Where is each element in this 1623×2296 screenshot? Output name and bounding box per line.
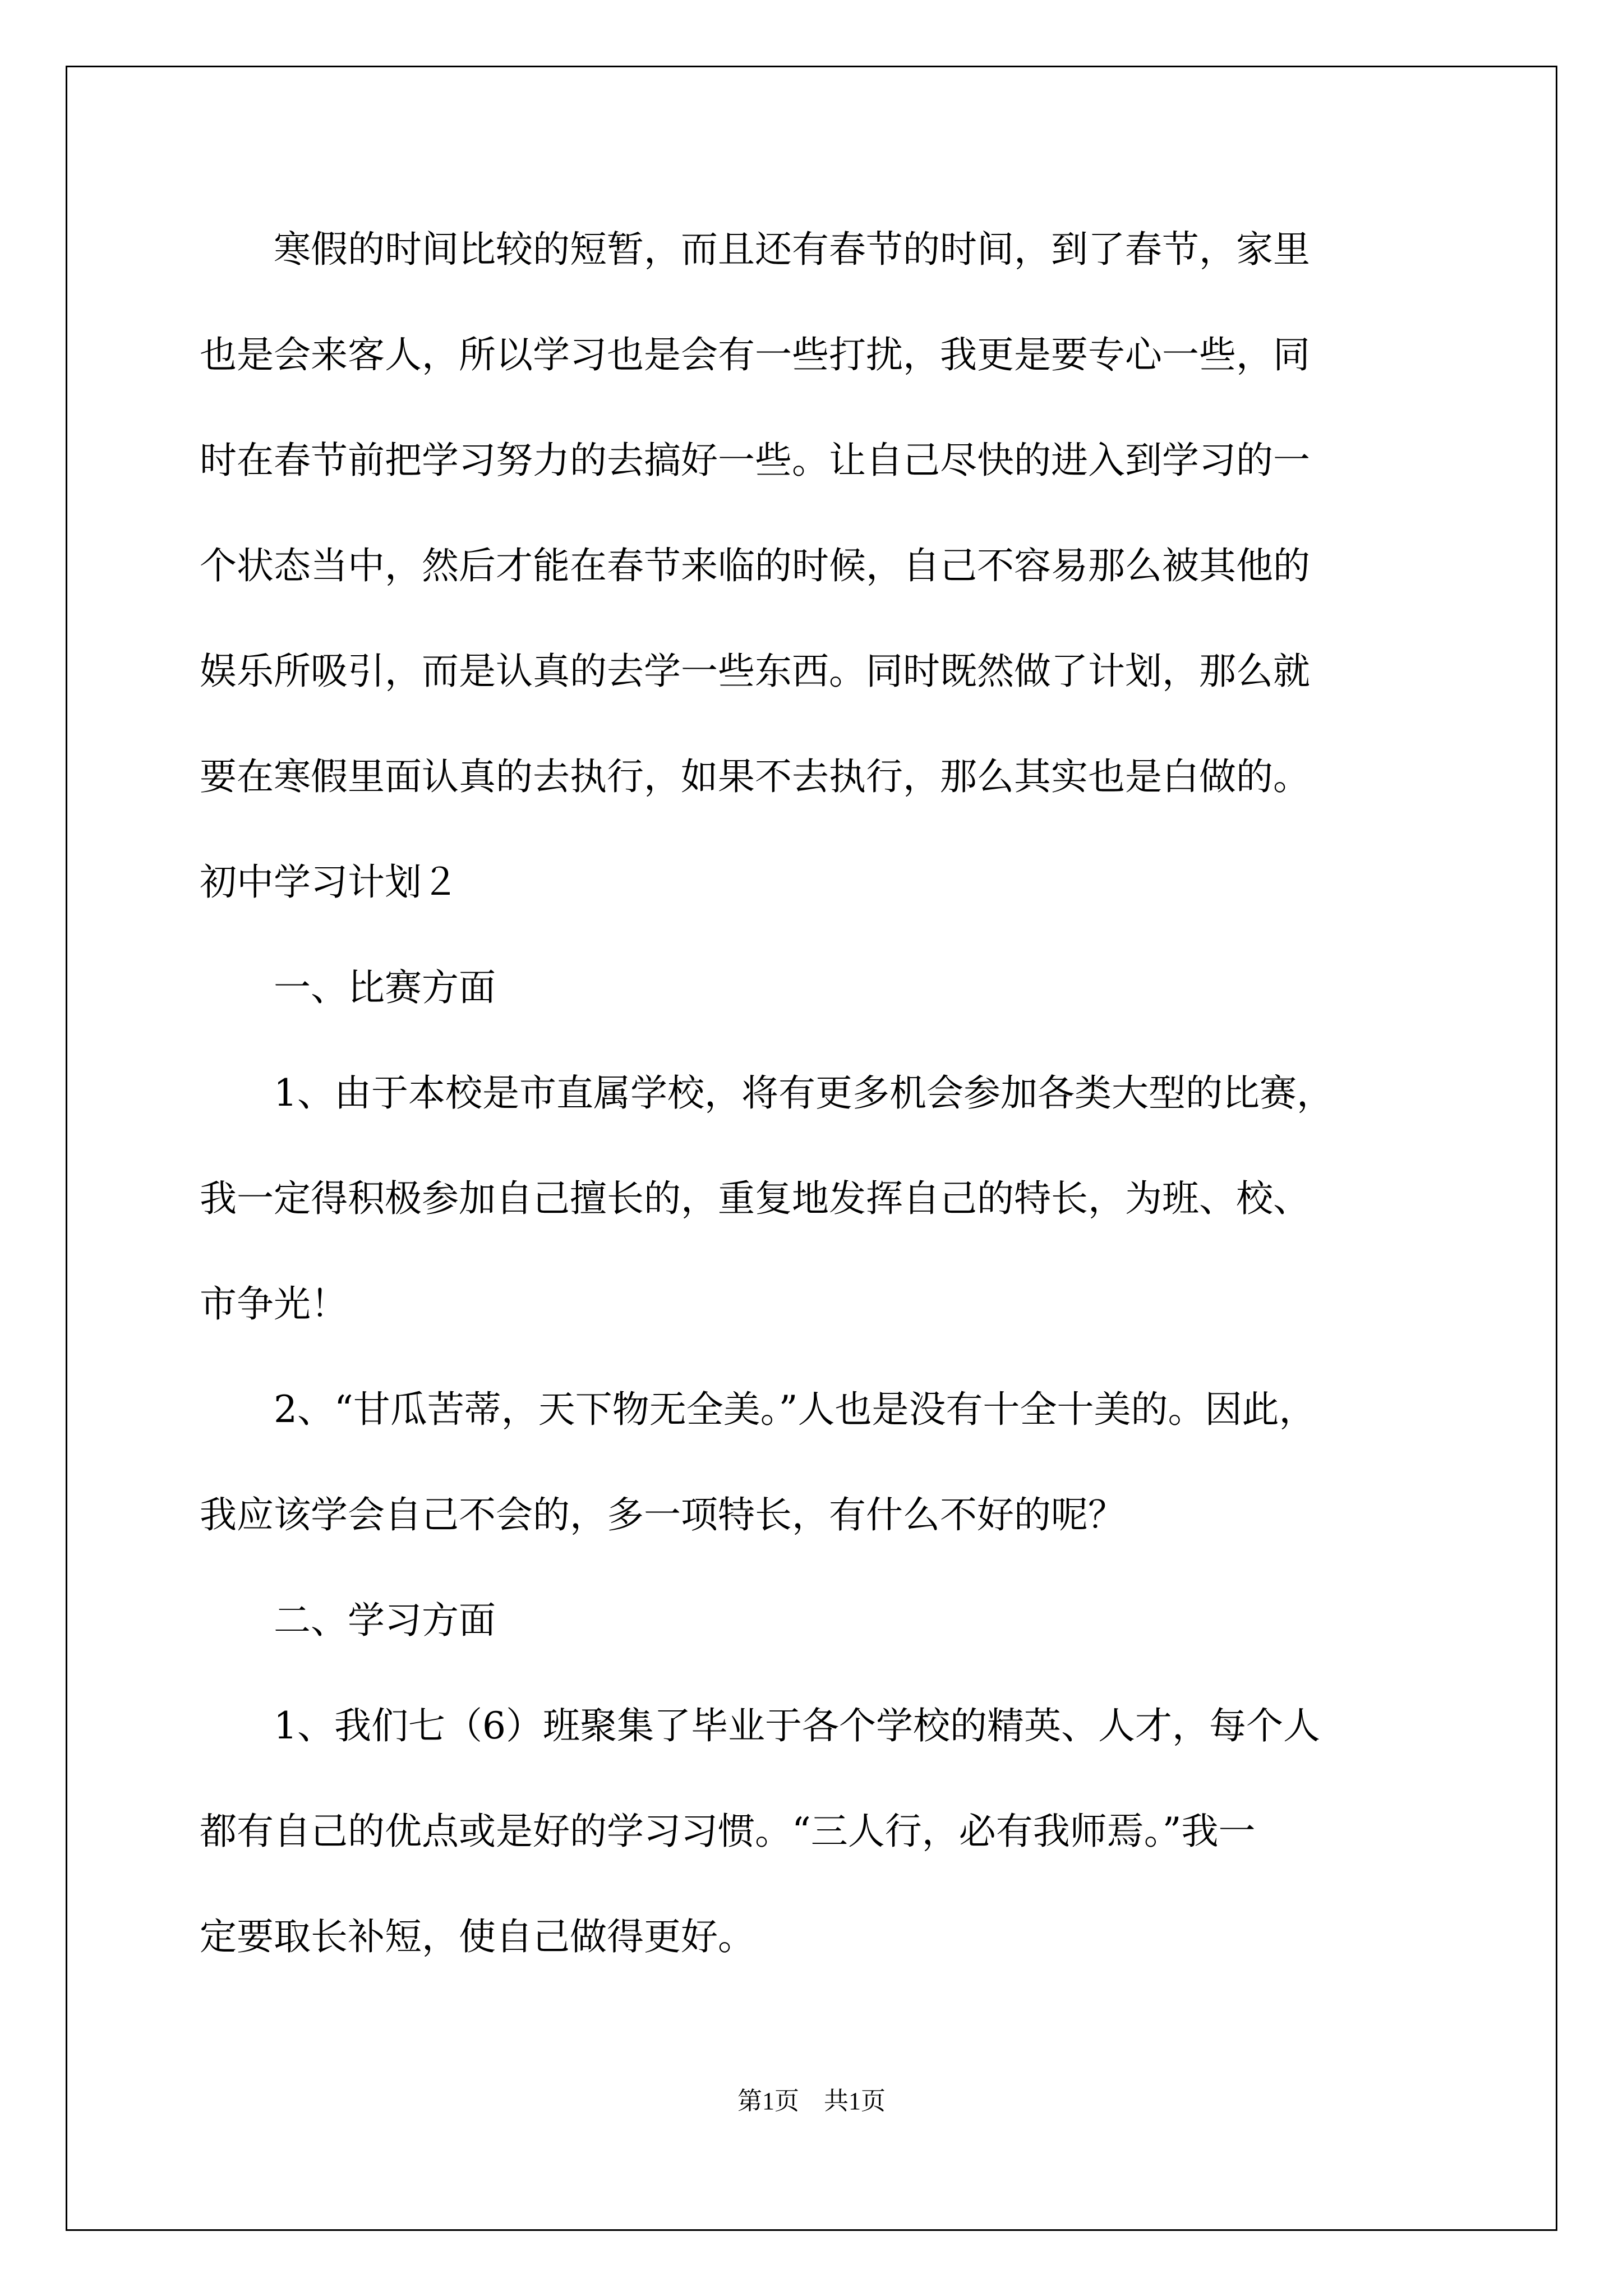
paragraph-line: 2、“甘瓜苦蒂，天下物无全美。”人也是没有十全十美的。因此， — [200, 1388, 1316, 1431]
paragraph-line: 个状态当中，然后才能在春节来临的时候，自己不容易那么被其他的 — [200, 544, 1310, 587]
paragraph-line: 我一定得积极参加自己擅长的，重复地发挥自己的特长，为班、校、 — [200, 1177, 1310, 1220]
paragraph-line: 时在春节前把学习努力的去搞好一些。让自己尽快的进入到学习的一 — [200, 439, 1310, 482]
paragraph-line: 要在寒假里面认真的去执行，如果不去执行，那么其实也是白做的。 — [200, 755, 1310, 798]
paragraph-line: 1、我们七（6）班聚集了毕业于各个学校的精英、人才，每个人 — [200, 1704, 1320, 1747]
page-border — [66, 66, 1557, 2231]
page-footer: 第1页 共1页 — [737, 2087, 886, 2115]
paragraph-line: 都有自己的优点或是好的学习习惯。“三人行，必有我师焉。”我一 — [200, 1810, 1256, 1853]
paragraph-line: 市争光！ — [200, 1282, 348, 1326]
paragraph-line: 娱乐所吸引，而是认真的去学一些东西。同时既然做了计划，那么就 — [200, 650, 1310, 693]
paragraph-line: 寒假的时间比较的短暂，而且还有春节的时间，到了春节，家里 — [200, 228, 1310, 271]
paragraph-line: 也是会来客人，所以学习也是会有一些打扰，我更是要专心一些，同 — [200, 333, 1310, 376]
section-heading: 二、学习方面 — [200, 1599, 496, 1642]
section-title: 初中学习计划２ — [200, 861, 459, 904]
paragraph-line: 定要取长补短，使自己做得更好。 — [200, 1915, 755, 1958]
paragraph-line: 我应该学会自己不会的，多一项特长，有什么不好的呢？ — [200, 1493, 1125, 1536]
section-heading: 一、比赛方面 — [200, 966, 496, 1009]
paragraph-line: 1、由于本校是市直属学校，将有更多机会参加各类大型的比赛， — [200, 1071, 1334, 1115]
